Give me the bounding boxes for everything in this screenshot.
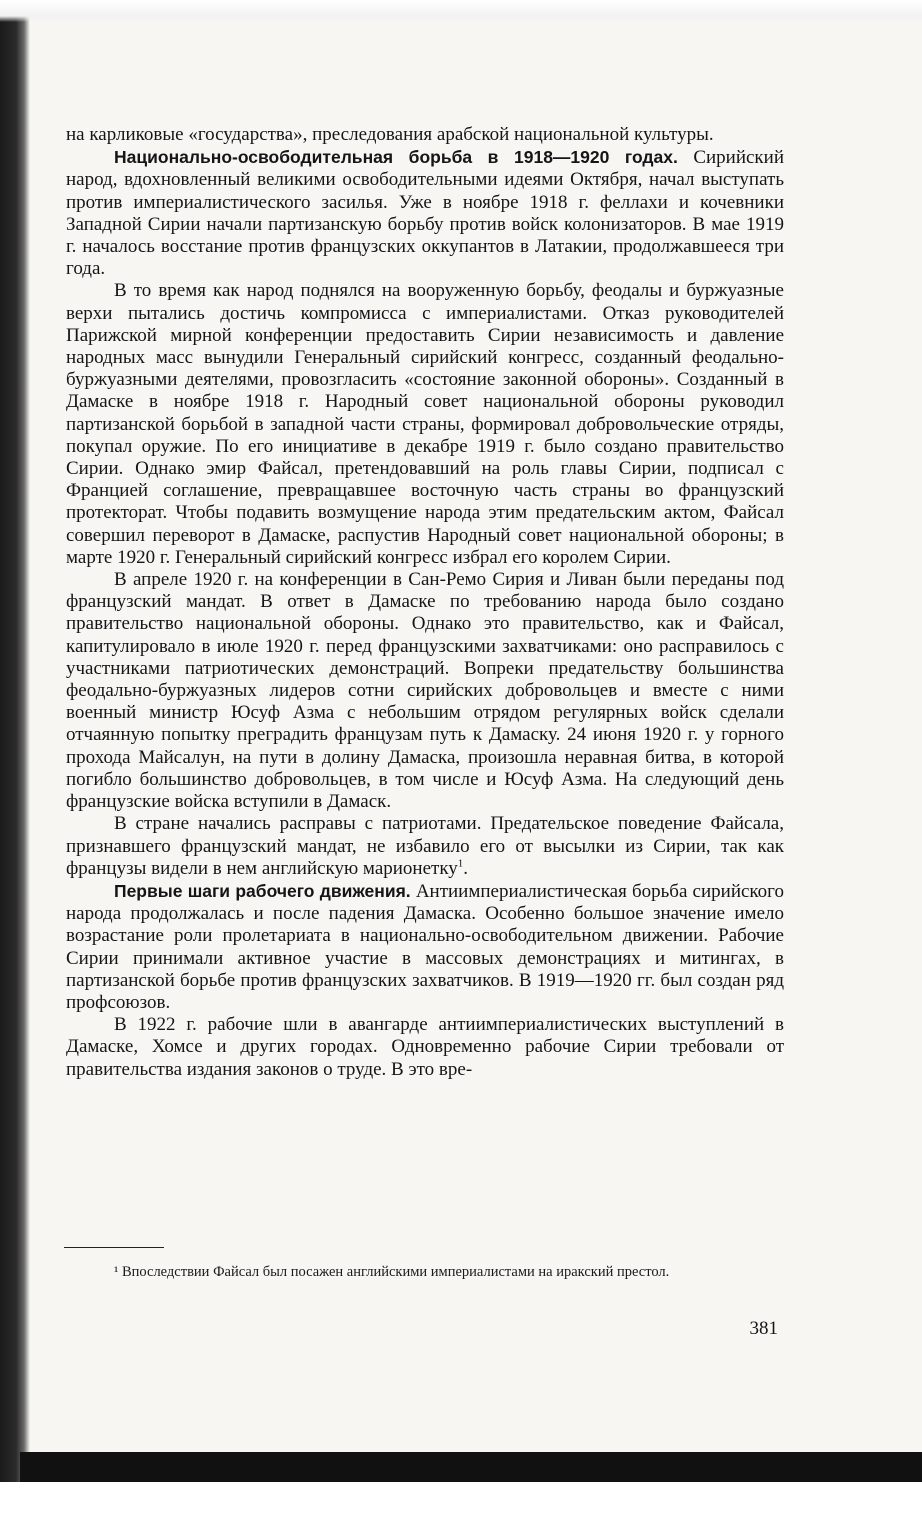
paragraph-1 [66, 124, 784, 146]
footnote-divider [64, 1247, 164, 1248]
paragraph-2 [66, 146, 784, 280]
paragraph-6 [66, 880, 784, 1014]
paragraph-text: В 1922 г. рабочие шли в авангарде антиимпериалистических выступлений в Дамаске, Хомсе и других городах. Одновременно рабочие Сирии требовали от правительства издания законов о труде. В это вре- [66, 1014, 784, 1080]
paragraph-text: В то время как народ поднялся на вооруженную борьбу, феодалы и буржуазные верхи пытались достичь компромисса с империалистами. Отказ руководителей Парижской мирной конференции предоставить Сирии независимость и давление народных масс вынудили Генеральный сирийский конгресс, созданный феодально-буржуазными деятелями, провозгласить «состояние законной обороны». Созданный в Дамаске в ноябре 1918 г. Народный совет национальной обороны руководил партизанской борьбой в западной части страны, формировал добровольческие отряды, покупал оружие. По его инициативе в декабре 1919 г. было создано правительство Сирии. Однако эмир Файсал, претендовавший на роль главы Сирии, подписал с Францией соглашение, превращавшее восточную часть страны во французский протекторат. Чтобы подавить возмущение народа этим предательским актом, Файсал совершил переворот в Дамаске, распустив Народный совет национальной обороны; в марте 1920 г. Генеральный сирийский конгресс избрал его королем Сирии. [66, 280, 784, 568]
section-heading-national-liberation: Национально-освободительная борьба в 1918—1920 годах. [114, 147, 678, 168]
paragraph-text: Сирийский народ, вдохновленный великими освободительными идеями Октября, начал выступать против империалистического засилья. Уже в ноябре 1918 г. феллахи и кочевники Западной Сирии начали партизанскую борьбу против войск колонизаторов. В мае 1919 г. началось восстание против французских оккупантов в Латакии, продолжавшееся три года. [66, 147, 784, 280]
footnote-reference[interactable]: 1 [457, 857, 464, 870]
paragraph-3 [66, 280, 784, 569]
scan-bottom-edge-shadow [20, 1452, 922, 1482]
paragraph-text: В стране начались расправы с патриотами. Предательское поведение Файсала, признавшего французский мандат, не избавило его от высылки из Сирии, так как французы видели в нем английскую марионетку [66, 813, 784, 879]
paragraph-7 [66, 1014, 784, 1081]
paragraph-text: на карликовые «государства», преследования арабской национальной культуры. [66, 124, 714, 145]
page-number: 381 [749, 1318, 778, 1339]
paragraph-5 [66, 813, 784, 880]
section-heading-labor-movement: Первые шаги рабочего движения. [114, 880, 411, 901]
scan-left-edge-shadow [0, 0, 30, 1528]
paragraph-text: В апреле 1920 г. на конференции в Сан-Ремо Сирия и Ливан были переданы под французский мандат. В ответ в Дамаске по требованию народа было создано правительство национальной обороны. Однако это правительство, как и Файсал, капитулировало в июле 1920 г. перед французскими захватчиками: оно расправилось с участниками патриотических демонстраций. Вопреки предательству большинства феодально-буржуазных лидеров сотни сирийских добровольцев и вместе с ними военный министр Юсуф Азма с небольшим отрядом регулярных войск сделали отчаянную попытку преградить французам путь к Дамаску. 24 июня 1920 г. у горного прохода Майсалун, на пути в долину Дамаска, произошла неравная битва, в которой погибло большинство добровольцев, в том числе и Юсуф Азма. На следующий день французские войска вступили в Дамаск. [66, 569, 784, 813]
paragraph-tail: . [463, 857, 469, 879]
footnote: ¹ Впоследствии Файсал был посажен английскими империалистами на иракский престол. [114, 1264, 670, 1280]
scan-bottom-margin [0, 1482, 922, 1528]
scan-top-edge [0, 0, 922, 22]
paragraph-4 [66, 569, 784, 813]
paragraph-text: Антиимпериалистическая борьба сирийского народа продолжалась и после падения Дамаска. Особенно большое значение имело возрастание роли пролетариата в национально-освободительном движении. Рабочие Сирии принимали активное участие в массовых демонстрациях и митингах, в партизанской борьбе против французских захватчиков. В 1919—1920 гг. был создан ряд профсоюзов. [66, 880, 785, 1013]
body-text [66, 124, 784, 1081]
